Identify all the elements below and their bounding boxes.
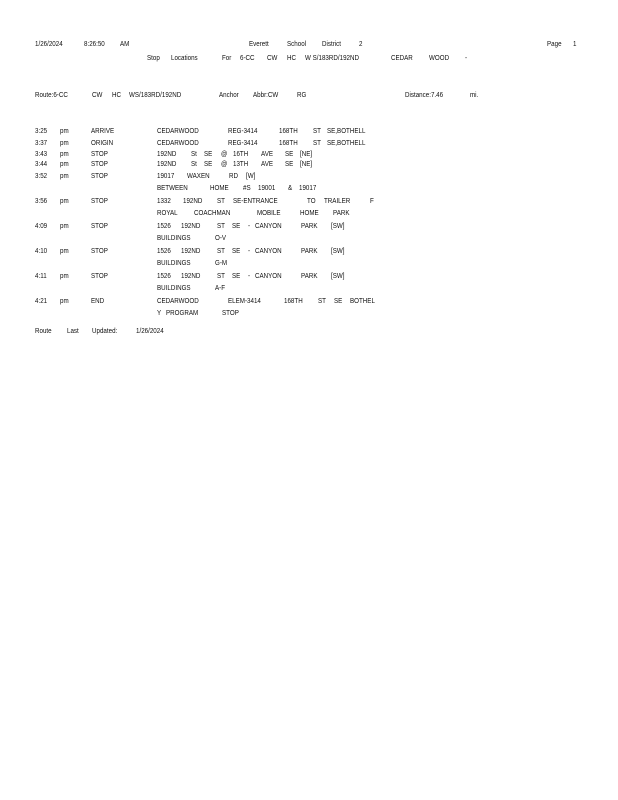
stop-location-word: PARK (301, 246, 318, 255)
stop-location-word: BUILDINGS (157, 233, 191, 242)
stop-ampm: pm (60, 171, 69, 180)
stop-ampm: pm (60, 296, 69, 305)
stop-location-word: SE (204, 149, 213, 158)
stop-location-word: WAXEN (187, 171, 210, 180)
stop-type: ARRIVE (91, 126, 115, 135)
title-word: CW (267, 53, 278, 62)
report-time: 8:26:50 (84, 39, 105, 48)
distance-unit: mi. (470, 90, 479, 99)
stop-location-word: PARK (301, 221, 318, 230)
stop-location-word: STOP (222, 308, 239, 317)
stop-location-word: PARK (333, 208, 350, 217)
stop-location-word: ROYAL (157, 208, 178, 217)
stop-location-word: SE,BOTHELL (327, 138, 366, 147)
stop-location-word: Y (157, 308, 162, 317)
stop-location-word: @ (221, 149, 228, 158)
stop-location-word: 1332 (157, 196, 171, 205)
stop-location-word: TO (307, 196, 316, 205)
stop-location-word: ST (313, 138, 321, 147)
stop-location-word: ST (318, 296, 326, 305)
stop-ampm: pm (60, 246, 69, 255)
stop-time: 4:21 (35, 296, 48, 305)
stop-location-word: #S (243, 183, 251, 192)
stop-type: STOP (91, 159, 108, 168)
stop-location-word: RD (229, 171, 238, 180)
stop-location-word: F (370, 196, 374, 205)
stop-location-word: [W] (246, 171, 256, 180)
stop-location-word: SE (232, 221, 241, 230)
route-hc: HC (112, 90, 121, 99)
stop-time: 4:11 (35, 271, 47, 280)
page-number: 1 (573, 39, 577, 48)
stop-location-word: [SW] (331, 221, 345, 230)
title-word: - (465, 53, 468, 62)
stop-location-word: 168TH (279, 126, 298, 135)
footer-word: Route (35, 326, 52, 335)
district-word: District (322, 39, 342, 48)
stop-ampm: pm (60, 159, 69, 168)
distance-value: Distance:7.46 (405, 90, 444, 99)
stop-type: STOP (91, 149, 108, 158)
stop-type: STOP (91, 246, 108, 255)
stop-location-word: SE (232, 246, 241, 255)
title-word: W S/183RD/192ND (305, 53, 359, 62)
stop-location-word: 19017 (299, 183, 317, 192)
stop-location-word: ST (217, 271, 225, 280)
stop-location-word: [NE] (300, 159, 313, 168)
stop-location-word: ST (217, 246, 225, 255)
stop-location-word: SE,BOTHELL (327, 126, 366, 135)
stop-location-word: St (191, 149, 197, 158)
stop-type: END (91, 296, 105, 305)
stop-location-word: 192ND (181, 271, 201, 280)
stop-location-word: [SW] (331, 246, 345, 255)
stop-time: 4:09 (35, 221, 48, 230)
stop-time: 3:52 (35, 171, 48, 180)
stop-location-word: BETWEEN (157, 183, 188, 192)
stop-location-word: 192ND (183, 196, 203, 205)
stop-ampm: pm (60, 126, 69, 135)
stop-location-word: 1526 (157, 221, 171, 230)
stop-location-word: REG-3414 (228, 126, 258, 135)
stop-location-word: SE (285, 149, 294, 158)
stop-location-word: O-V (215, 233, 227, 242)
stop-location-word: 19017 (157, 171, 175, 180)
stop-location-word: CANYON (255, 246, 282, 255)
stop-time: 4:10 (35, 246, 48, 255)
stop-location-word: @ (221, 159, 228, 168)
stop-ampm: pm (60, 221, 69, 230)
stop-location-word: 192ND (157, 159, 177, 168)
stop-location-word: SE-ENTRANCE (233, 196, 278, 205)
stop-location-word: MOBILE (257, 208, 281, 217)
stop-location-word: [SW] (331, 271, 345, 280)
stop-location-word: 192ND (157, 149, 177, 158)
stop-ampm: pm (60, 271, 69, 280)
title-word: For (222, 53, 232, 62)
route-path: WS/183RD/192ND (129, 90, 182, 99)
stop-location-word: CANYON (255, 271, 282, 280)
stop-location-word: ST (217, 221, 225, 230)
title-word: Stop (147, 53, 160, 62)
stop-location-word: SE (232, 271, 241, 280)
stop-location-word: 168TH (279, 138, 298, 147)
stop-type: STOP (91, 271, 108, 280)
stop-location-word: [NE] (300, 149, 313, 158)
title-word: WOOD (429, 53, 450, 62)
stop-location-word: COACHMAN (194, 208, 231, 217)
stop-location-word: REG-3414 (228, 138, 258, 147)
district-word: 2 (359, 39, 363, 48)
stop-location-word: - (248, 246, 251, 255)
stop-location-word: ST (313, 126, 321, 135)
stop-location-word: & (288, 183, 293, 192)
stop-location-word: BOTHEL (350, 296, 375, 305)
stop-location-word: HOME (210, 183, 229, 192)
title-word: HC (287, 53, 296, 62)
stop-location-word: 1526 (157, 246, 171, 255)
stop-type: STOP (91, 196, 108, 205)
stop-location-word: 192ND (181, 246, 201, 255)
stop-location-word: PARK (301, 271, 318, 280)
title-word: CEDAR (391, 53, 413, 62)
stop-time: 3:25 (35, 126, 48, 135)
stop-location-word: - (248, 221, 251, 230)
stop-location-word: 192ND (181, 221, 201, 230)
district-word: Everett (249, 39, 269, 48)
stop-time: 3:44 (35, 159, 48, 168)
stop-location-word: ST (217, 196, 225, 205)
abbr-label: Abbr:CW (253, 90, 279, 99)
stop-location-word: SE (285, 159, 294, 168)
stop-location-word: SE (334, 296, 343, 305)
stop-location-word: St (191, 159, 197, 168)
report-date: 1/26/2024 (35, 39, 63, 48)
stop-location-word: 13TH (233, 159, 249, 168)
page-label: Page (547, 39, 562, 48)
stop-ampm: pm (60, 138, 69, 147)
stop-location-word: BUILDINGS (157, 258, 191, 267)
stop-location-word: AVE (261, 159, 274, 168)
stop-ampm: pm (60, 149, 69, 158)
district-word: School (287, 39, 307, 48)
route-code: Route:6-CC (35, 90, 68, 99)
stop-location-word: BUILDINGS (157, 283, 191, 292)
stop-ampm: pm (60, 196, 69, 205)
stop-time: 3:43 (35, 149, 48, 158)
rg-label: RG (297, 90, 307, 99)
stop-location-word: A-F (215, 283, 226, 292)
stop-time: 3:37 (35, 138, 48, 147)
stop-location-word: 168TH (284, 296, 303, 305)
stop-location-word: AVE (261, 149, 274, 158)
stop-location-word: CEDARWOOD (157, 138, 199, 147)
stop-location-word: G-M (215, 258, 228, 267)
footer-word: Last (67, 326, 79, 335)
stop-location-word: 16TH (233, 149, 249, 158)
footer-word: Updated: (92, 326, 118, 335)
footer-date: 1/26/2024 (136, 326, 164, 335)
anchor-label: Anchor (219, 90, 239, 99)
stop-location-word: ELEM-3414 (228, 296, 261, 305)
stop-location-word: - (248, 271, 251, 280)
title-word: 6-CC (240, 53, 255, 62)
stop-location-word: CEDARWOOD (157, 296, 199, 305)
stop-location-word: 19001 (258, 183, 276, 192)
title-word: Locations (171, 53, 198, 62)
stop-type: STOP (91, 221, 108, 230)
route-cw: CW (92, 90, 103, 99)
stop-location-word: CEDARWOOD (157, 126, 199, 135)
stop-time: 3:56 (35, 196, 48, 205)
stop-location-word: TRAILER (324, 196, 351, 205)
stop-location-word: PROGRAM (166, 308, 199, 317)
stop-location-word: 1526 (157, 271, 171, 280)
report-ampm: AM (120, 39, 130, 48)
stop-location-word: HOME (300, 208, 319, 217)
stop-location-word: CANYON (255, 221, 282, 230)
stop-type: ORIGIN (91, 138, 114, 147)
stop-location-word: SE (204, 159, 213, 168)
stop-type: STOP (91, 171, 108, 180)
